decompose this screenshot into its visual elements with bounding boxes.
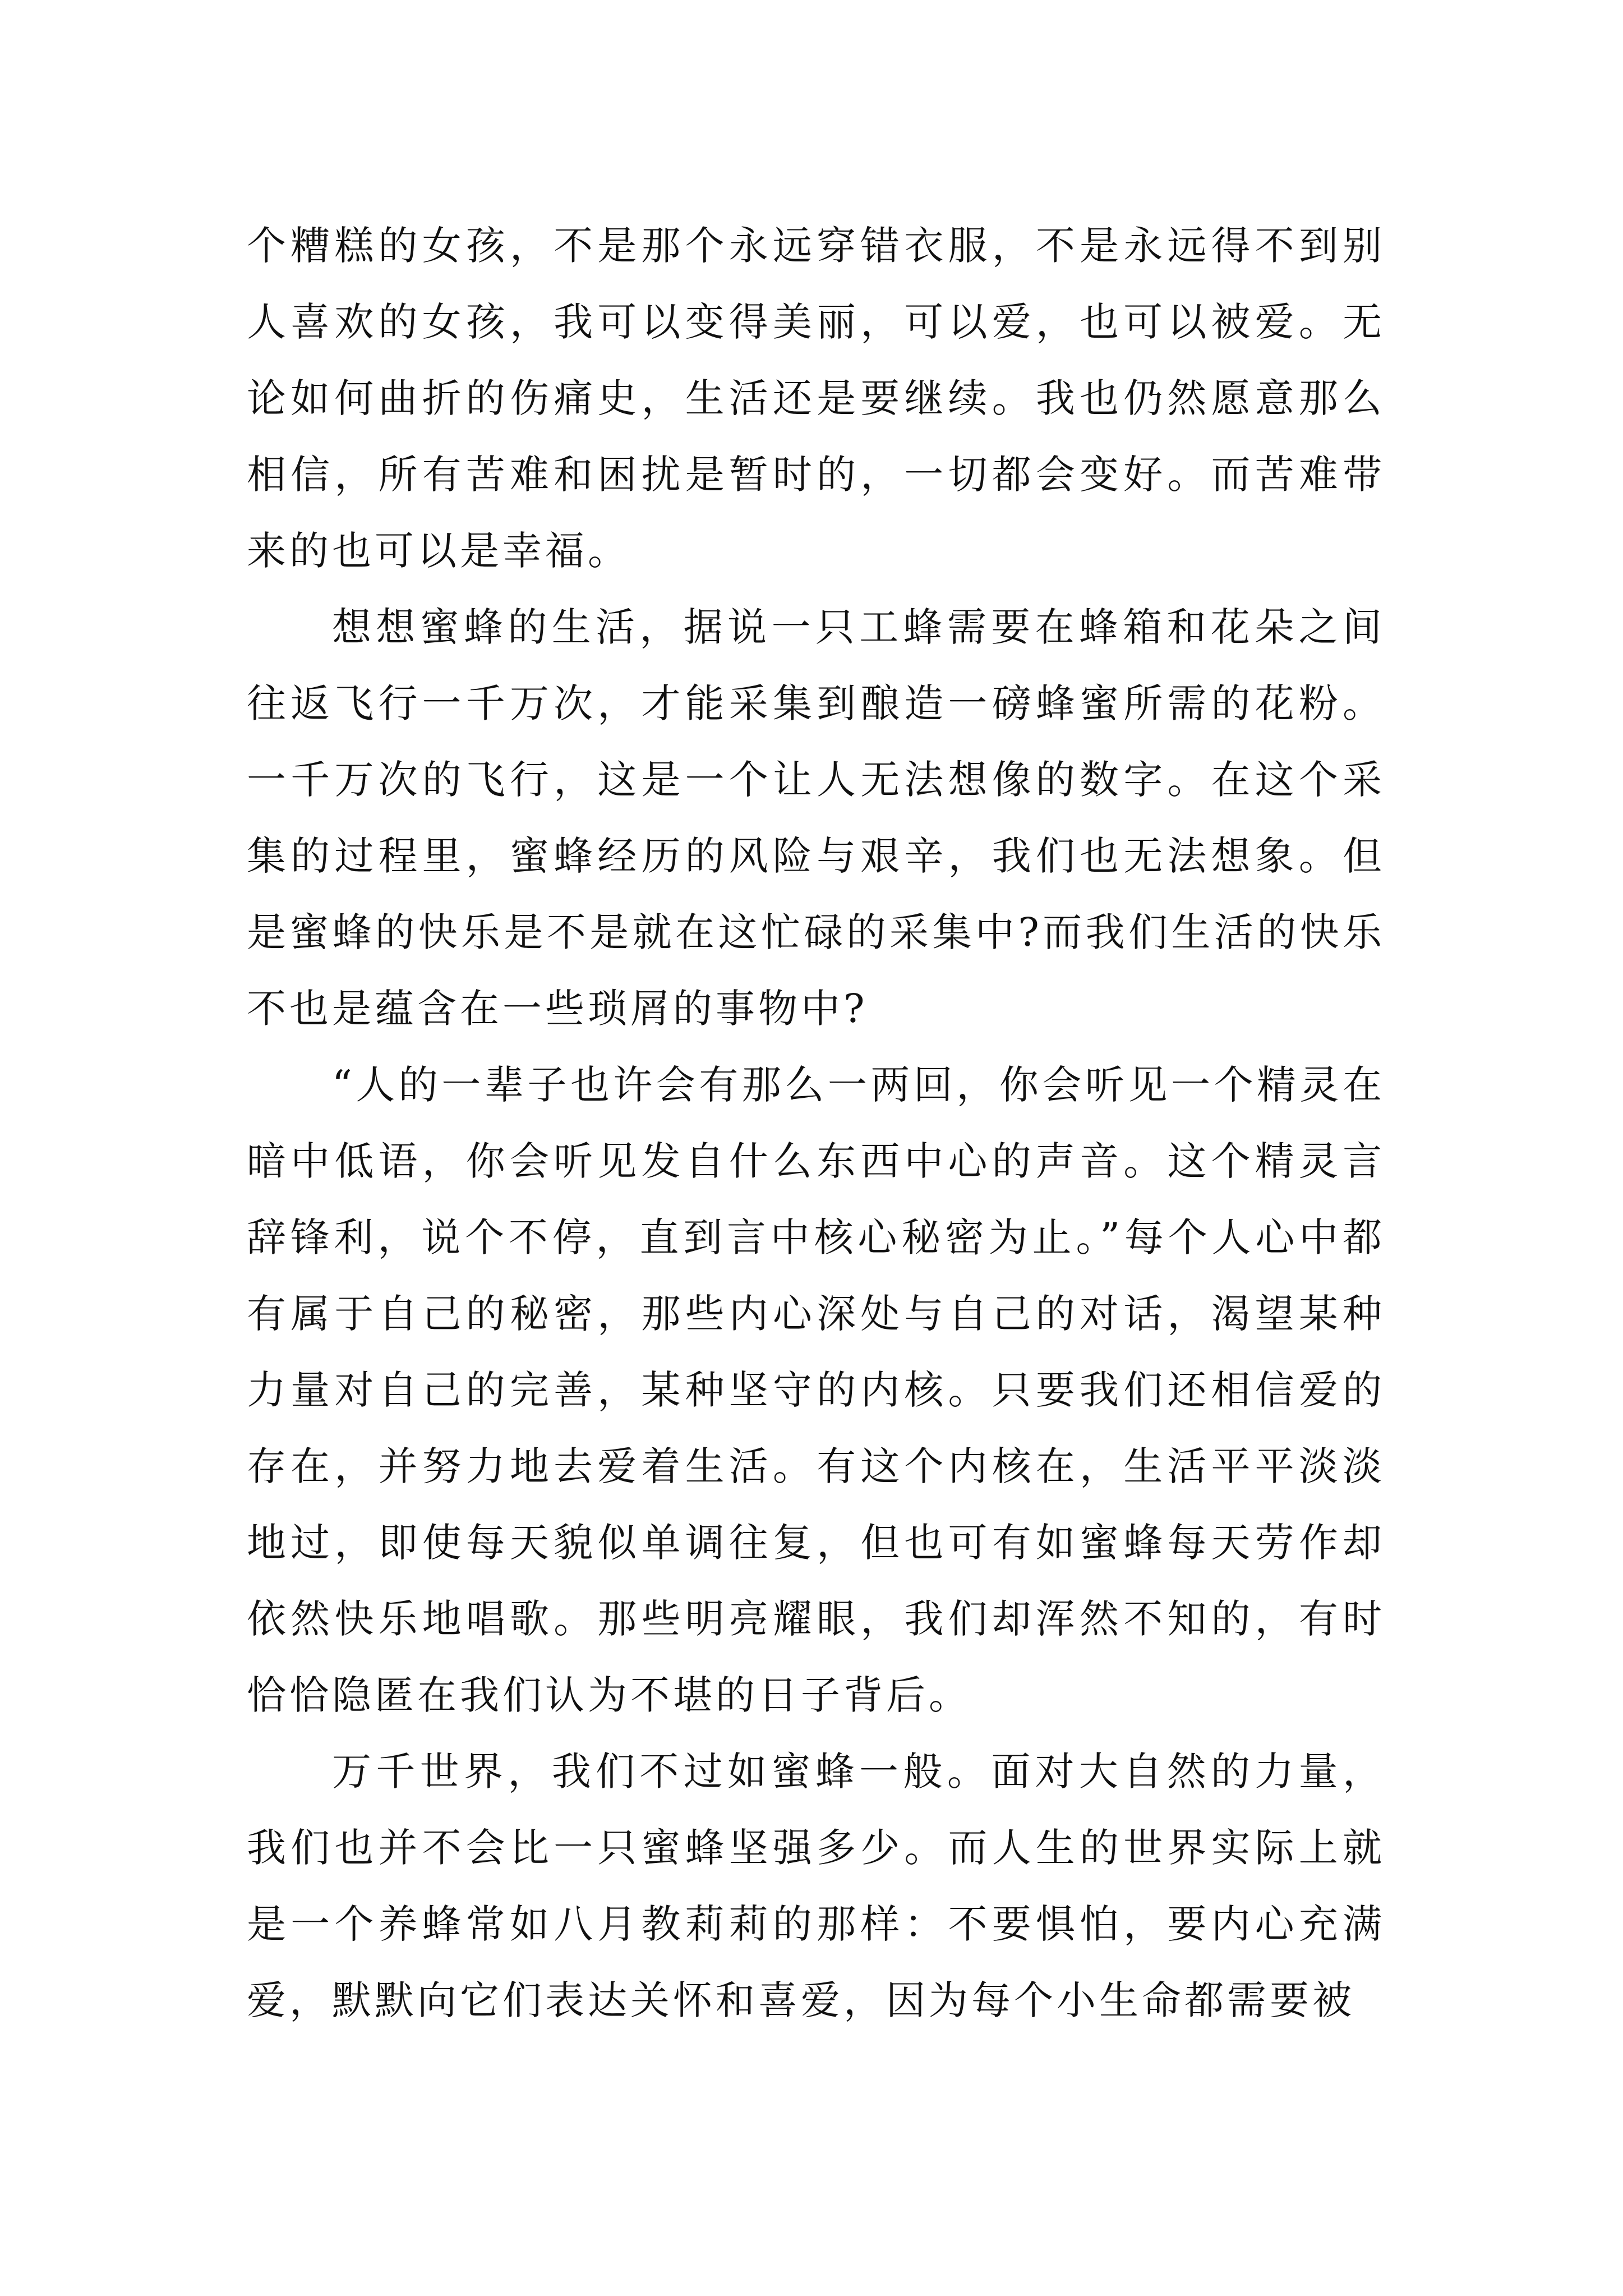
paragraph-4: 万千世界，我们不过如蜜蜂一般。面对大自然的力量，我们也并不会比一只蜜蜂坚强多少。而人生的世界实际上就是一个养蜂常如八月教莉莉的那样：不要惧怕，要内心充满爱，默默向它们表达关怀和喜爱，因为每个小生命都需要被 <box>247 1749 1385 2023</box>
paragraph-2: 想想蜜蜂的生活，据说一只工蜂需要在蜂箱和花朵之间往返飞行一千万次，才能采集到酿造一磅蜂蜜所需的花粉。一千万次的飞行，这是一个让人无法想像的数字。在这个采集的过程里，蜜蜂经历的风险与艰辛，我们也无法想象。但是蜜蜂的快乐是不是就在这忙碌的采集中?而我们生活的快乐不也是蕴含在一些琐屑的事物中? <box>247 604 1385 1032</box>
paragraph-1: 个糟糕的女孩，不是那个永远穿错衣服，不是永远得不到别人喜欢的女孩，我可以变得美丽，可以爱，也可以被爱。无论如何曲折的伤痛史，生活还是要继续。我也仍然愿意那么相信，所有苦难和困扰是暂时的，一切都会变好。而苦难带来的也可以是幸福。 <box>247 223 1385 574</box>
paragraph-3: “人的一辈子也许会有那么一两回，你会听见一个精灵在暗中低语，你会听见发自什么东西中心的声音。这个精灵言辞锋利，说个不停，直到言中核心秘密为止。”每个人心中都有属于自己的秘密，那些内心深处与自己的对话，渴望某种力量对自己的完善，某种坚守的内核。只要我们还相信爱的存在，并努力地去爱着生活。有这个内核在，生活平平淡淡地过，即使每天貌似单调往复，但也可有如蜜蜂每天劳作却依然快乐地唱歌。那些明亮耀眼，我们却浑然不知的，有时恰恰隐匿在我们认为不堪的日子背后。 <box>247 1062 1385 1718</box>
body-text <box>247 208 1385 2039</box>
